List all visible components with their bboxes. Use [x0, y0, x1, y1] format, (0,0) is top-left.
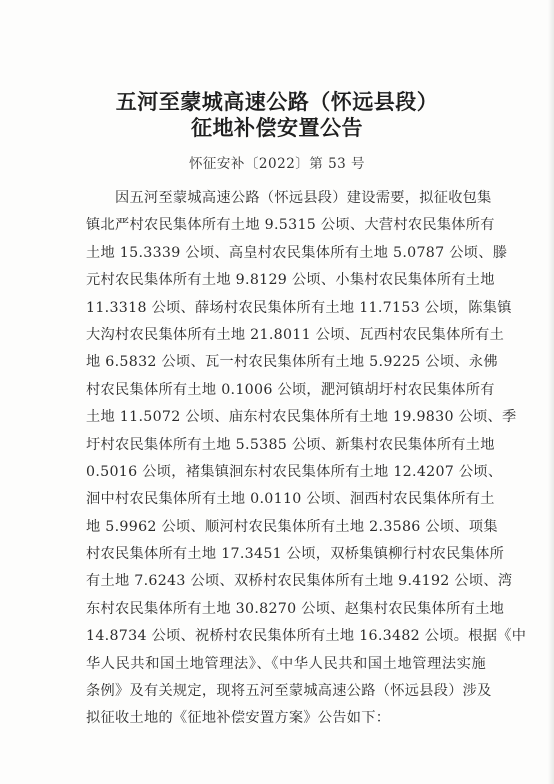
body-line: 洄中村农民集体所有土地 0.0110 公顷、洄西村农民集体所有土 — [86, 491, 495, 508]
body-line: 11.3318 公顷、薛场村农民集体所有土地 11.7153 公顷，陈集镇 — [86, 299, 512, 316]
document-title-line-1: 五河至蒙城高速公路（怀远县段） — [115, 90, 439, 114]
body-line: 土地 11.5072 公顷、庙东村农民集体所有土地 19.9830 公顷、季 — [86, 409, 517, 426]
body-line: 元村农民集体所有土地 9.8129 公顷、小集村农民集体所有土地 — [86, 272, 495, 289]
body-line: 因五河至蒙城高速公路（怀远县段）建设需要，拟征收包集 — [86, 190, 492, 206]
body-line: 东村农民集体所有土地 30.8270 公顷、赵集村农民集体所有土地 — [86, 600, 505, 617]
body-line: 14.8734 公顷、祝桥村农民集体所有土地 16.3482 公顷。根据《中 — [86, 628, 527, 645]
body-line: 0.5016 公顷，褚集镇洄东村农民集体所有土地 12.4207 公顷、 — [86, 463, 503, 480]
document-number: 怀征安补〔2022〕第 53 号 — [188, 156, 366, 172]
body-line: 村农民集体所有土地 0.1006 公顷，淝河镇胡圩村农民集体所有 — [86, 381, 495, 398]
body-line: 圩村农民集体所有土地 5.5385 公顷、新集村农民集体所有土地 — [86, 436, 495, 453]
document-body — [86, 185, 527, 733]
body-line: 条例》及有关规定，现将五河至蒙城高速公路（怀远县段）涉及 — [86, 683, 492, 700]
body-line: 拟征收土地的《征地补偿安置方案》公告如下： — [86, 710, 391, 727]
body-line: 土地 15.3339 公顷、高皇村农民集体所有土地 5.0787 公顷、滕 — [86, 244, 508, 261]
body-line: 村农民集体所有土地 17.3451 公顷，双桥集镇柳行村农民集体所 — [86, 546, 505, 563]
body-line: 大沟村农民集体所有土地 21.8011 公顷、瓦西村农民集体所有土 — [86, 326, 505, 343]
body-line: 地 5.9962 公顷、顺河村农民集体所有土地 2.3586 公顷、项集 — [86, 518, 498, 535]
body-line: 地 6.5832 公顷、瓦一村农民集体所有土地 5.9225 公顷、永佛 — [86, 354, 498, 371]
body-line: 镇北严村农民集体所有土地 9.5315 公顷、大营村农民集体所有 — [86, 217, 495, 234]
document-title-line-2: 征地补偿安置公告 — [191, 116, 363, 140]
body-line: 华人民共和国土地管理法》、《中华人民共和国土地管理法实施 — [86, 655, 486, 672]
body-line: 有土地 7.6243 公顷、双桥村农民集体所有土地 9.4192 公顷、湾 — [86, 573, 513, 590]
